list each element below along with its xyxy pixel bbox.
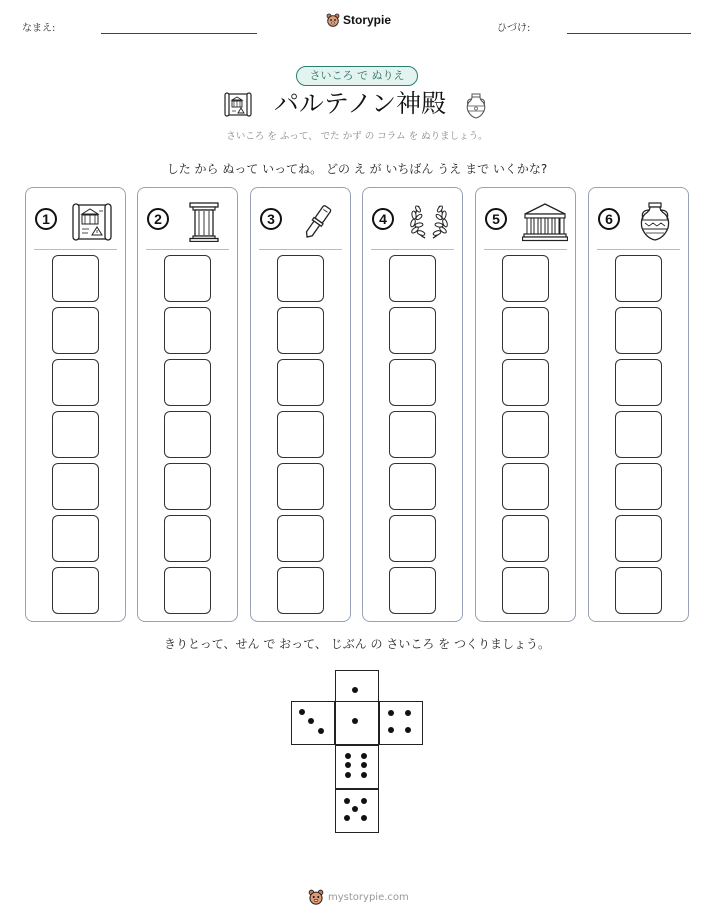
color-box[interactable] <box>164 463 211 510</box>
color-box[interactable] <box>615 567 662 614</box>
greek-amphora-icon <box>635 202 675 242</box>
color-box[interactable] <box>164 307 211 354</box>
color-box[interactable] <box>164 515 211 562</box>
brand-logo <box>326 13 391 27</box>
greek-column-icon <box>184 202 224 242</box>
column-number: 4 <box>372 208 394 230</box>
color-box[interactable] <box>389 411 436 458</box>
column-1 <box>25 187 126 622</box>
column-header <box>476 202 575 242</box>
color-box[interactable] <box>52 411 99 458</box>
color-box[interactable] <box>52 255 99 302</box>
color-box[interactable] <box>615 255 662 302</box>
column-4 <box>362 187 463 622</box>
column-number: 1 <box>35 208 57 230</box>
die-pip <box>361 762 367 768</box>
parthenon-blueprint-icon <box>72 202 112 242</box>
color-box[interactable] <box>615 515 662 562</box>
column-3 <box>250 187 351 622</box>
parthenon-blueprint-icon <box>224 92 252 118</box>
die-pip <box>388 727 394 733</box>
die-pip <box>344 815 350 821</box>
column-header <box>251 202 350 242</box>
activity-badge: さいころ で ぬりえ <box>296 66 418 86</box>
parthenon-temple-icon <box>522 202 568 242</box>
color-box[interactable] <box>615 307 662 354</box>
color-box[interactable] <box>277 359 324 406</box>
die-pip <box>345 762 351 768</box>
die-face-5 <box>335 789 379 833</box>
laurel-wreath-icon <box>409 202 449 242</box>
column-header <box>589 202 688 242</box>
column-2 <box>137 187 238 622</box>
color-box[interactable] <box>502 515 549 562</box>
die-pip <box>352 806 358 812</box>
color-box[interactable] <box>389 515 436 562</box>
color-box[interactable] <box>277 307 324 354</box>
chisel-icon <box>297 202 337 242</box>
die-face-3 <box>291 701 335 745</box>
die-pip <box>361 772 367 778</box>
color-box[interactable] <box>502 463 549 510</box>
column-header <box>138 202 237 242</box>
color-box[interactable] <box>615 463 662 510</box>
color-box[interactable] <box>389 307 436 354</box>
column-number: 6 <box>598 208 620 230</box>
die-pip <box>352 687 358 693</box>
color-box[interactable] <box>502 255 549 302</box>
color-box[interactable] <box>164 255 211 302</box>
column-divider <box>259 249 342 250</box>
die-pip <box>308 718 314 724</box>
die-pip <box>361 798 367 804</box>
greek-amphora-icon <box>463 92 489 120</box>
die-pip <box>388 710 394 716</box>
color-box[interactable] <box>52 567 99 614</box>
date-line[interactable] <box>567 33 691 34</box>
color-box[interactable] <box>52 463 99 510</box>
cut-instruction: きりとって、せん で おって、 じぶん の さいころ を つくりましょう。 <box>164 637 550 651</box>
die-pip <box>361 753 367 759</box>
date-label: ひづけ: <box>497 23 531 34</box>
column-number: 5 <box>485 208 507 230</box>
color-box[interactable] <box>389 463 436 510</box>
column-6 <box>588 187 689 622</box>
color-box[interactable] <box>52 307 99 354</box>
color-box[interactable] <box>389 359 436 406</box>
color-box[interactable] <box>615 411 662 458</box>
subtitle: さいころ を ふって、 でた かず の コラム を ぬりましょう。 <box>226 131 488 142</box>
color-box[interactable] <box>389 255 436 302</box>
color-box[interactable] <box>277 515 324 562</box>
bear-mascot-icon <box>326 13 340 27</box>
die-pip <box>299 709 305 715</box>
die-pip <box>361 815 367 821</box>
color-box[interactable] <box>164 359 211 406</box>
column-divider <box>146 249 229 250</box>
column-divider <box>34 249 117 250</box>
die-pip <box>318 728 324 734</box>
bear-mascot-icon <box>308 889 324 905</box>
die-face-4 <box>379 701 423 745</box>
color-box[interactable] <box>277 463 324 510</box>
die-pip <box>345 772 351 778</box>
column-divider <box>484 249 567 250</box>
die-pip <box>405 710 411 716</box>
color-box[interactable] <box>52 359 99 406</box>
color-box[interactable] <box>164 411 211 458</box>
column-header <box>363 202 462 242</box>
die-pip <box>352 718 358 724</box>
color-box[interactable] <box>52 515 99 562</box>
footer-url[interactable]: mystorypie.com <box>328 891 409 903</box>
color-box[interactable] <box>277 255 324 302</box>
footer <box>308 889 409 905</box>
color-box[interactable] <box>164 567 211 614</box>
die-pip <box>405 727 411 733</box>
column-5 <box>475 187 576 622</box>
color-box[interactable] <box>277 411 324 458</box>
page-title: パルテノン神殿 <box>273 89 447 118</box>
name-line[interactable] <box>101 33 257 34</box>
color-box[interactable] <box>389 567 436 614</box>
brand-name: Storypie <box>343 13 392 27</box>
column-number: 3 <box>260 208 282 230</box>
color-box[interactable] <box>502 567 549 614</box>
column-divider <box>597 249 680 250</box>
column-divider <box>371 249 454 250</box>
instruction-text: した から ぬって いってね。 どの え が いちばん うえ まで いくかな? <box>166 162 548 176</box>
color-box[interactable] <box>615 359 662 406</box>
color-box[interactable] <box>277 567 324 614</box>
color-box[interactable] <box>502 411 549 458</box>
die-pip <box>345 753 351 759</box>
column-header <box>26 202 125 242</box>
die-pip <box>344 798 350 804</box>
die-face-6 <box>335 745 379 789</box>
color-box[interactable] <box>502 307 549 354</box>
color-box[interactable] <box>502 359 549 406</box>
name-label: なまえ: <box>22 23 56 34</box>
die-face-1 <box>335 701 379 745</box>
column-number: 2 <box>147 208 169 230</box>
